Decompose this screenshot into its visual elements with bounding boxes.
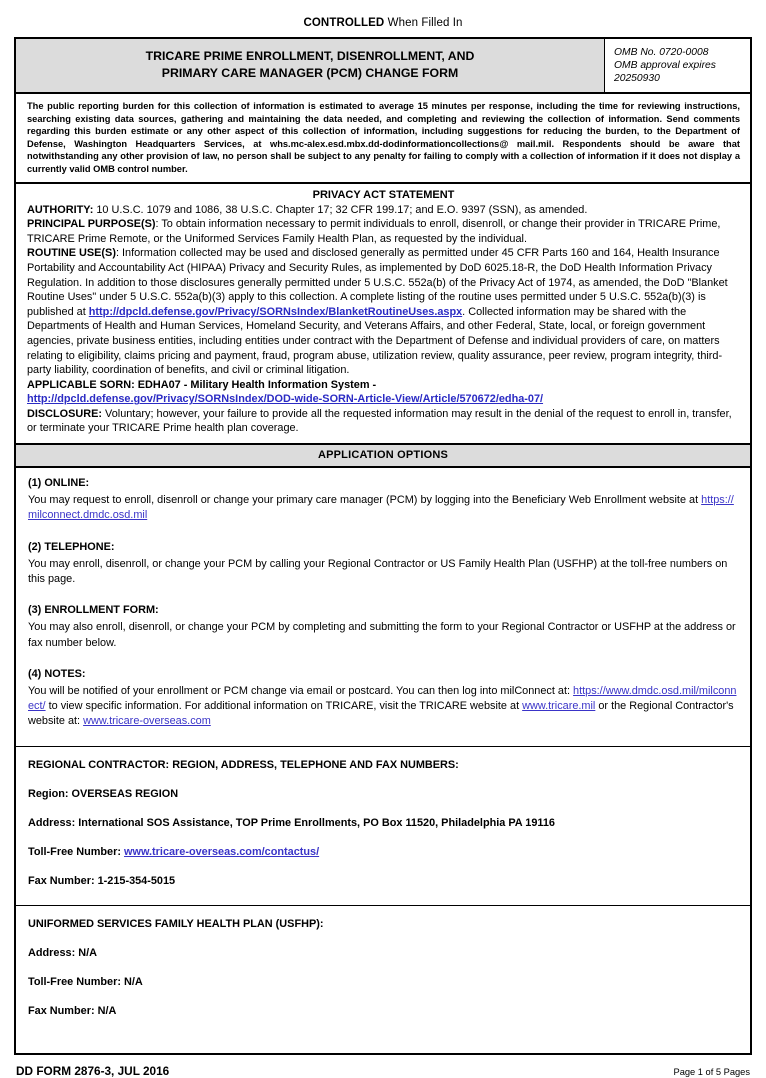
regional-contractor-tollfree xyxy=(28,845,738,860)
option-online xyxy=(28,477,738,524)
option-telephone-heading: (2) TELEPHONE: xyxy=(28,540,115,553)
page-title-line1: TRICARE PRIME ENROLLMENT, DISENROLLMENT, AND xyxy=(145,49,475,63)
application-options-band: APPLICATION OPTIONS xyxy=(16,445,750,468)
milconnect-portal-link[interactable]: https://www.dmdc.osd.mil/milconnect/ xyxy=(28,684,737,713)
usfhp-tollfree: Toll-Free Number: N/A xyxy=(28,975,143,988)
regional-contractor-address: Address: International SOS Assistance, TOP Prime Enrollments, PO Box 11520, Philadelphia PA 19116 xyxy=(28,816,555,829)
regional-contractor-section xyxy=(16,747,750,906)
omb-number: OMB No. 0720-0008 xyxy=(614,47,709,58)
controlled-banner-bold: CONTROLLED xyxy=(303,17,385,29)
notes-text-part2: to view specific information. For additional information on TRICARE, visit the TRICARE website at xyxy=(45,700,523,713)
privacy-routine-use-text-part1: : Information collected may be used and disclosed generally as permitted under 45 CFR Parts 160 and 164, Health Insurance Portability and Accountability Act (HIPAA) Privacy and Security Rules, as implemented by DoD 6025.18-R, the DoD Health Information Privacy Regulation. In addition to those disclosures generally permitted under 5 U.S.C. 552a(b) of the Privacy Act of 1974, as amended, the DoD "Blanket Routine Uses" under 5 U.S.C. 552a(b)(3) apply to this collection. A complete listing of the routine uses permitted under 5 U.S.C. 552a(b)(3) is published at xyxy=(27,247,728,318)
option-enrollment-form xyxy=(28,604,738,651)
privacy-act-section xyxy=(16,184,750,446)
privacy-purpose-paragraph xyxy=(27,217,740,246)
page-number: Page 1 of 5 Pages xyxy=(673,1066,750,1077)
omb-approval-expires-label: OMB approval expires xyxy=(614,60,716,72)
page-title xyxy=(16,39,604,92)
privacy-disclosure-label: DISCLOSURE: xyxy=(27,407,103,420)
privacy-purpose-label: PRINCIPAL PURPOSE(S) xyxy=(27,218,156,231)
milconnect-link[interactable]: https://milconnect.dmdc.osd.mil xyxy=(28,494,734,522)
privacy-authority-paragraph xyxy=(27,203,740,218)
option-notes-body xyxy=(28,684,738,730)
usfhp-section xyxy=(16,906,750,1053)
regional-contractor-tollfree-label: Toll-Free Number: xyxy=(28,845,125,858)
page-title-line2: PRIMARY CARE MANAGER (PCM) CHANGE FORM xyxy=(161,66,459,80)
option-online-heading: (1) ONLINE: xyxy=(28,477,90,490)
option-online-body xyxy=(28,493,738,524)
regional-contractor-region: Region: OVERSEAS REGION xyxy=(28,787,179,800)
form-title-row xyxy=(16,39,750,94)
option-online-text: You may request to enroll, disenroll or change your primary care manager (PCM) by logging into the Beneficiary Web Enrollment website at xyxy=(28,494,702,507)
privacy-routine-use-text-part2: . Collected information may be shared with the Departments of Health and Human Services, Homeland Security, and Veterans Affairs, and other Federal, State, local, or foreign government agencies, private business entities, including entities under contract with the Department of Defense and individual providers of care, on matters relating to eligibility, claims pricing and payment, fraud, program abuse, utilization review, quality assurance, peer review, program integrity, third-party liability, coordination of benefits, and civil or criminal litigation. xyxy=(27,305,723,377)
option-enrollment-form-heading: (3) ENROLLMENT FORM: xyxy=(28,604,159,617)
privacy-purpose-text: : To obtain information necessary to permit individuals to enroll, disenroll, or change their provider in TRICARE Prime, TRICARE Prime Remote, or the Uniformed Services Family Health Plan, as requested by the individual. xyxy=(27,218,721,245)
privacy-act-title: PRIVACY ACT STATEMENT xyxy=(312,188,455,201)
omb-expiration-date: 20250930 xyxy=(614,73,660,85)
regional-contractor-fax: Fax Number: 1-215-354-5015 xyxy=(28,874,176,887)
privacy-routine-use-label: ROUTINE USE(S) xyxy=(27,247,116,260)
option-telephone xyxy=(28,541,738,588)
tricare-overseas-link[interactable]: www.tricare-overseas.com xyxy=(83,715,211,728)
form-identifier: DD FORM 2876-3, JUL 2016 xyxy=(16,1063,170,1078)
privacy-sorn-paragraph xyxy=(27,378,740,407)
tricare-mil-link[interactable]: www.tricare.mil xyxy=(522,700,596,713)
public-burden-statement: The public reporting burden for this collection of information is estimated to average 15 minutes per response, including the time for reviewing instructions, searching existing data sources, gathering and maintaining the data needed, and completing and reviewing the collection of information. Send comments regarding this burden estimate or any other aspect of this collection of information, including suggestions for reducing the burden, to the Department of Defense, Washington Headquarters Services, at whs.mc-alex.esd.mbx.dd-dodinformationcollections@ mail.mil. Respondents should be aware that notwithstanding any other provision of law, no person shall be subject to any penalty for failing to comply with a collection of information if it does not display a currently valid OMB control number. xyxy=(16,94,750,184)
controlled-banner-regular: When Filled In xyxy=(384,17,463,29)
privacy-disclosure-text: Voluntary; however, your failure to provide all the requested information may result in the denial of the request to enroll in, transfer, or terminate your TRICARE Prime health plan coverage. xyxy=(27,407,732,435)
privacy-routine-use-paragraph xyxy=(27,246,740,377)
notes-text-part1: You will be notified of your enrollment or PCM change via email or postcard. You can then log into milConnect at: xyxy=(28,684,574,697)
usfhp-fax: Fax Number: N/A xyxy=(28,1004,117,1017)
usfhp-heading: UNIFORMED SERVICES FAMILY HEALTH PLAN (USFHP): xyxy=(28,917,324,930)
form-outer-box xyxy=(14,37,752,1055)
omb-info-box xyxy=(604,39,750,92)
blanket-routine-uses-link[interactable]: http://dpcld.defense.gov/Privacy/SORNsIndex/BlanketRoutineUses.aspx xyxy=(88,305,463,318)
option-telephone-body: You may enroll, disenroll, or change your PCM by calling your Regional Contractor or US Family Health Plan (USFHP) at the toll-free numbers on this page. xyxy=(28,557,728,585)
regional-contractor-heading: REGIONAL CONTRACTOR: REGION, ADDRESS, TELEPHONE AND FAX NUMBERS: xyxy=(28,758,459,771)
applicable-sorn-label: APPLICABLE SORN: EDHA07 - Military Health Information System - xyxy=(27,378,377,391)
sorn-article-link[interactable]: http://dpcld.defense.gov/Privacy/SORNsIndex/DOD-wide-SORN-Article-View/Article/570672/edha-07/ xyxy=(27,393,544,406)
option-notes xyxy=(28,668,738,730)
notes-text-part3: or the Regional Contractor's website at: xyxy=(28,700,734,728)
privacy-authority-label: AUTHORITY: xyxy=(27,203,94,216)
tricare-overseas-contactus-link[interactable]: www.tricare-overseas.com/contactus/ xyxy=(124,845,320,858)
privacy-authority-text: 10 U.S.C. 1079 and 1086, 38 U.S.C. Chapter 17; 32 CFR 199.17; and E.O. 9397 (SSN), as amended. xyxy=(93,203,588,216)
option-enrollment-form-body: You may also enroll, disenroll, or change your PCM by completing and submitting the form to your Regional Contractor or USFHP at the address or fax number below. xyxy=(28,621,736,649)
privacy-disclosure-paragraph xyxy=(27,407,740,436)
page-footer xyxy=(16,1064,750,1078)
application-options-section xyxy=(16,468,750,747)
option-notes-heading: (4) NOTES: xyxy=(28,667,86,680)
controlled-banner xyxy=(0,0,766,37)
usfhp-address: Address: N/A xyxy=(28,946,97,959)
